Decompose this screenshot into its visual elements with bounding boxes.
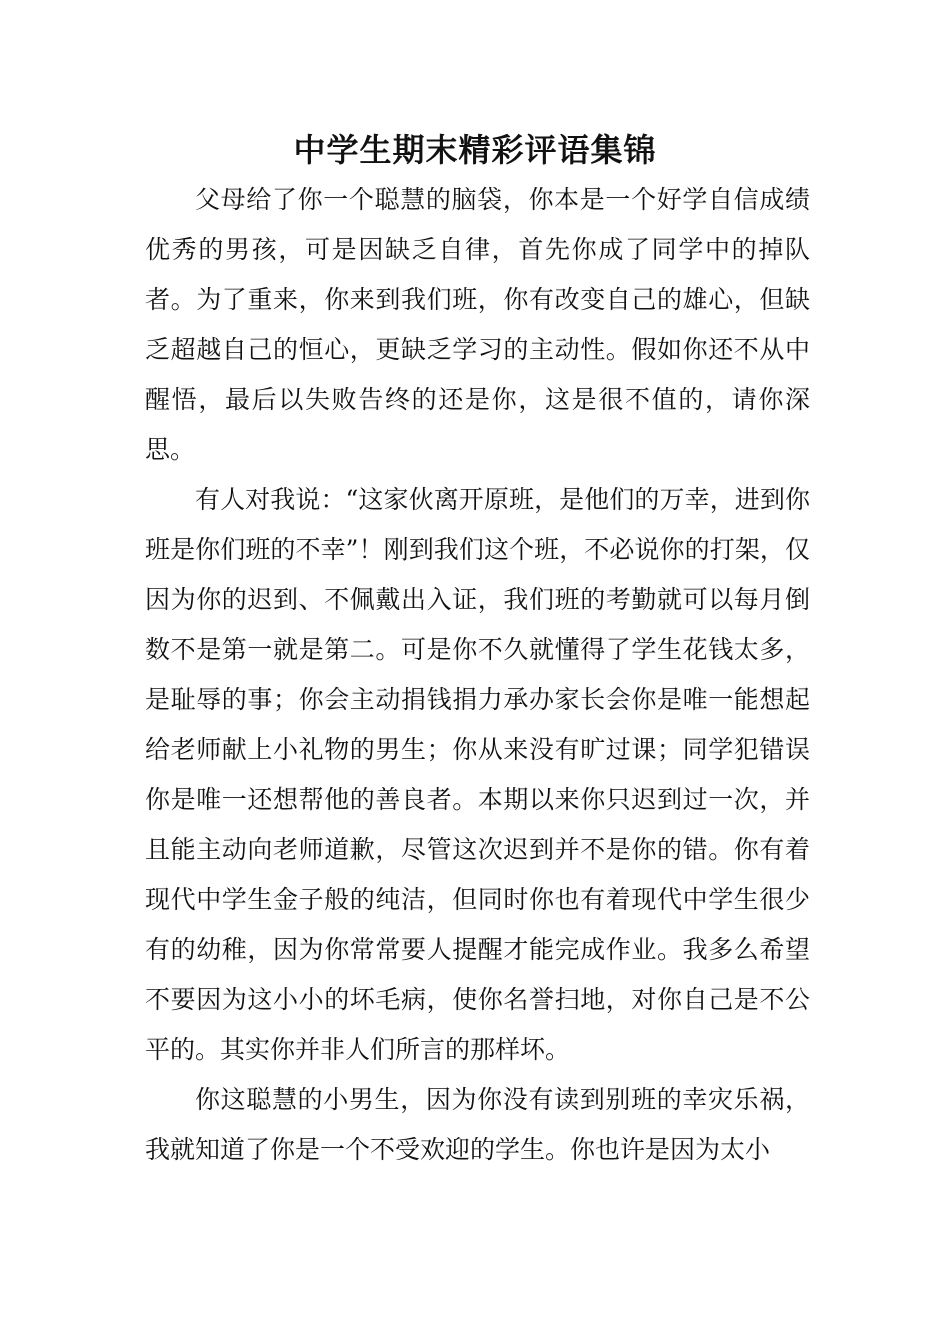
paragraph-1: 父母给了你一个聪慧的脑袋，你本是一个好学自信成绩优秀的男孩，可是因缺乏自律，首先你成了同学中的掉队者。为了重来，你来到我们班，你有改变自己的雄心，但缺乏超越自己的恒心，更缺乏学习的主动性。假如你还不从中醒悟，最后以失败告终的还是你，这是很不值的，请你深思。 — [145, 185, 810, 464]
document-title: 中学生期末精彩评语集锦 — [293, 131, 657, 169]
paragraph-2: 有人对我说：“这家伙离开原班，是他们的万幸，进到你班是你们班的不幸”！刚到我们这个班，不必说你的打架，仅因为你的迟到、不佩戴出入证，我们班的考勤就可以每月倒数不是第一就是第二。可是你不久就懂得了学生花钱太多，是耻辱的事；你会主动捐钱捐力承办家长会你是唯一能想起给老师献上小礼物的男生；你从来没有旷过课；同学犯错误你是唯一还想帮他的善良者。本期以来你只迟到过一次，并且能主动向老师道歉，尽管这次迟到并不是你的错。你有着现代中学生金子般的纯洁，但同时你也有着现代中学生很少有的幼稚，因为你常常要人提醒才能完成作业。我多么希望不要因为这小小的坏毛病，使你名誉扫地，对你自己是不公平的。其实你并非人们所言的那样坏。 — [145, 485, 810, 1064]
document-body — [145, 175, 810, 1175]
paragraph-3: 你这聪慧的小男生，因为你没有读到别班的幸灾乐祸，我就知道了你是一个不受欢迎的学生。你也许是因为太小 — [145, 1085, 810, 1164]
